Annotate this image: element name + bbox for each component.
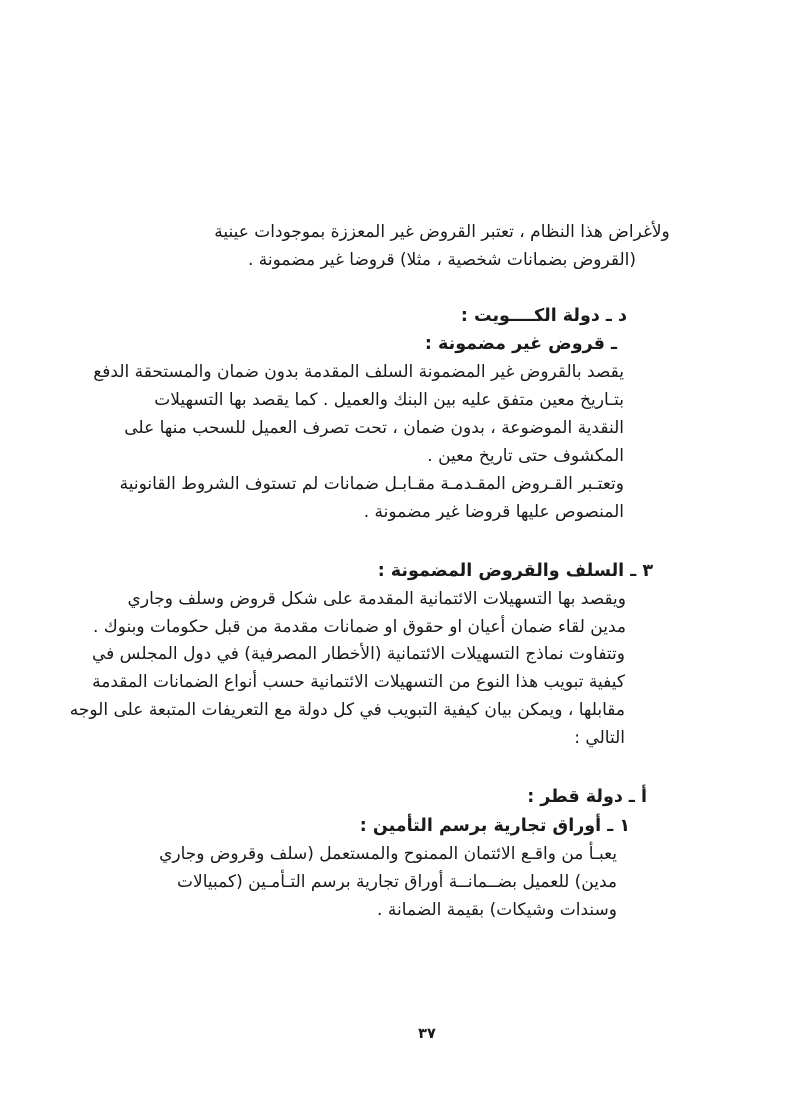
section3-p2-line-1: وتتفاوت نماذج التسهيلات الائتمانية (الأخطار المصرفية) في دول المجلس في [91, 644, 625, 664]
section3-paragraph-1 [86, 585, 626, 641]
kuwait-paragraph-2 [104, 470, 624, 526]
kuwait-section-heading: د ـ دولة الكــــويت : [460, 306, 627, 326]
section3-paragraph-2 [65, 640, 625, 752]
qatar-section-heading: أ ـ دولة قطر : [527, 787, 647, 807]
qatar-item1-paragraph [137, 840, 617, 924]
kuwait-p1-line-3: النقدية الموضوعة ، بدون ضمان ، تحت تصرف العميل للسحب منها على [124, 418, 624, 438]
qatar-p-line-3: وسندات وشيكات) بقيمة الضمانة . [377, 900, 617, 920]
qatar-p-line-2: مدين) للعميل بضــمانــة أوراق تجارية برسم التـأمـين (كمبيالات [177, 872, 617, 892]
kuwait-p1-line-1: يقصد بالقروض غير المضمونة السلف المقدمة بدون ضمان والمستحقة الدفع [93, 362, 624, 382]
page-number: ٣٧ [418, 1026, 436, 1042]
intro-paragraph [142, 218, 742, 274]
kuwait-p2-line-1: وتعتـبر القـروض المقـدمـة مقـابـل ضمانات لم تستوف الشروط القانونية [119, 474, 624, 494]
section3-p2-line-4: التالي : [574, 728, 625, 748]
section3-p1-line-2: مدين لقاء ضمان أعيان او حقوق او ضمانات مقدمة من قبل حكومات وبنوك . [92, 617, 626, 637]
kuwait-subheading: ـ قروض غير مضمونة : [424, 334, 617, 354]
section3-heading: ٣ ـ السلف والقروض المضمونة : [377, 561, 653, 581]
intro-line-1: ولأغراض هذا النظام ، تعتبر القروض غير المعززة بموجودات عينية [214, 222, 670, 242]
section3-p2-line-3: مقابلها ، ويمكن بيان كيفية التبويب في كل دولة مع التعريفات المتبعة على الوجه [69, 700, 625, 720]
kuwait-p1-line-4: المكشوف حتى تاريخ معين . [427, 446, 624, 466]
kuwait-p1-line-2: بتـاريخ معين متفق عليه بين البنك والعميل . كما يقصد بها التسهيلات [154, 390, 624, 410]
qatar-p-line-1: يعبـأ من واقـع الائتمان الممنوح والمستعمل (سلف وقروض وجاري [159, 844, 617, 864]
kuwait-p2-line-2: المنصوص عليها قروضا غير مضمونة . [363, 502, 624, 522]
qatar-item1-heading: ١ ـ أوراق تجارية برسم التأمين : [359, 816, 630, 836]
intro-line-2: (القروض بضمانات شخصية ، مثلا) قروضا غير مضمونة . [247, 250, 637, 270]
section3-p1-line-1: ويقصد بها التسهيلات الائتمانية المقدمة على شكل قروض وسلف وجاري [127, 589, 626, 609]
section3-p2-line-2: كيفية تبويب هذا النوع من التسهيلات الائتمانية حسب أنواع الضمانات المقدمة [92, 672, 625, 692]
kuwait-paragraph-1 [93, 358, 624, 470]
